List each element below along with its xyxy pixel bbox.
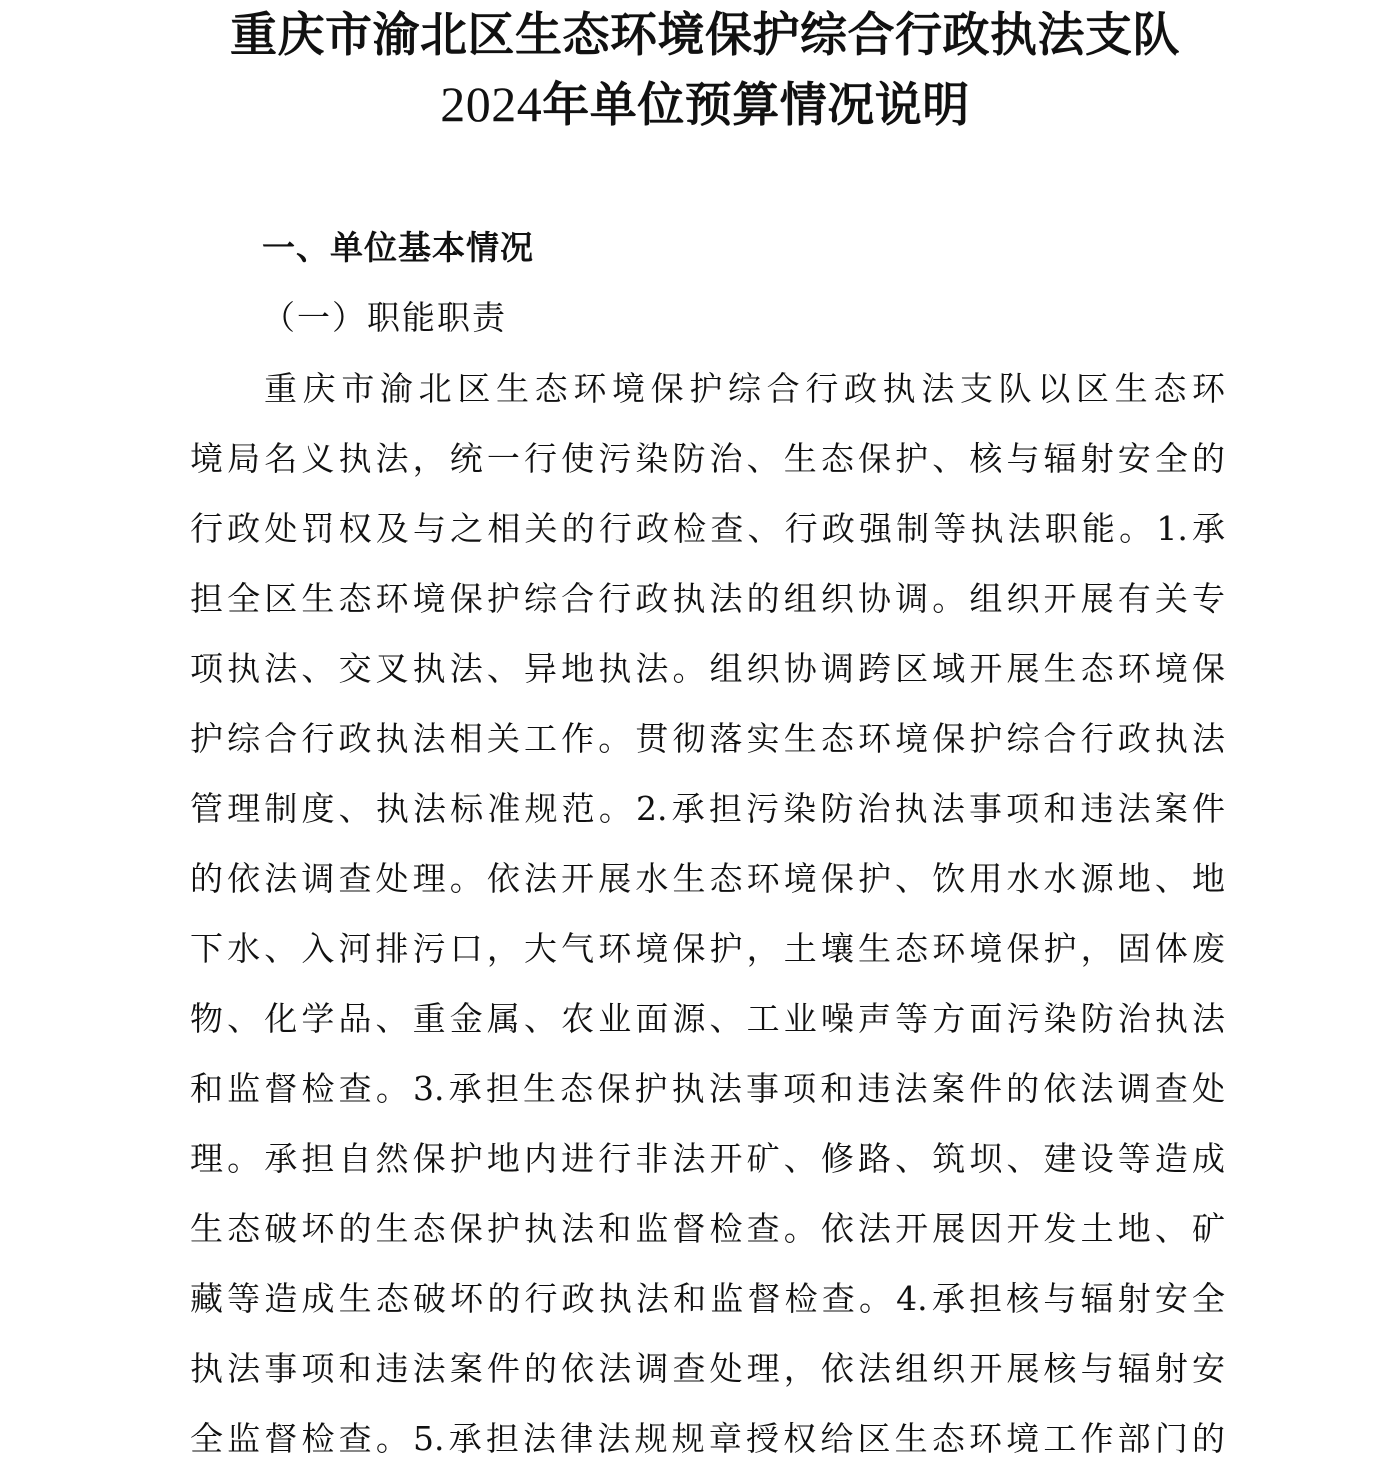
document-title-line-1: 重庆市渝北区生态环境保护综合行政执法支队 bbox=[230, 8, 1180, 63]
document-title-rest: 年单位预算情况说明 bbox=[542, 78, 970, 133]
body-line: 执法事项和违法案件的依法调查处理，依法组织开展核与辐射安 bbox=[190, 1349, 1225, 1388]
subsection-heading: （一）职能职责 bbox=[262, 298, 507, 337]
body-line: 管理制度、执法标准规范。2.承担污染防治执法事项和违法案件 bbox=[190, 789, 1225, 828]
body-line: 境局名义执法，统一行使污染防治、生态保护、核与辐射安全的 bbox=[190, 439, 1225, 478]
body-line: 和监督检查。3.承担生态保护执法事项和违法案件的依法调查处 bbox=[190, 1069, 1225, 1108]
body-line: 物、化学品、重金属、农业面源、工业噪声等方面污染防治执法 bbox=[190, 999, 1225, 1038]
document-title-year: 2024 bbox=[440, 76, 543, 132]
body-line: 藏等造成生态破坏的行政执法和监督检查。4.承担核与辐射安全 bbox=[190, 1279, 1225, 1318]
body-line: 的依法调查处理。依法开展水生态环境保护、饮用水水源地、地 bbox=[190, 859, 1225, 898]
body-line: 生态破坏的生态保护执法和监督检查。依法开展因开发土地、矿 bbox=[190, 1209, 1225, 1248]
body-line: 行政处罚权及与之相关的行政检查、行政强制等执法职能。1.承 bbox=[190, 509, 1225, 548]
body-line: 下水、入河排污口，大气环境保护，土壤生态环境保护，固体废 bbox=[190, 929, 1225, 968]
body-line: 重庆市渝北区生态环境保护综合行政执法支队以区生态环 bbox=[264, 369, 1225, 408]
body-line: 项执法、交叉执法、异地执法。组织协调跨区域开展生态环境保 bbox=[190, 649, 1225, 688]
body-line: 护综合行政执法相关工作。贯彻落实生态环境保护综合行政执法 bbox=[190, 719, 1225, 758]
document-title-line-2 bbox=[150, 74, 1260, 136]
body-line: 理。承担自然保护地内进行非法开矿、修路、筑坝、建设等造成 bbox=[190, 1139, 1225, 1178]
body-line: 担全区生态环境保护综合行政执法的组织协调。组织开展有关专 bbox=[190, 579, 1225, 618]
section-heading: 一、单位基本情况 bbox=[262, 228, 534, 267]
body-line: 全监督检查。5.承担法律法规规章授权给区生态环境工作部门的 bbox=[190, 1419, 1225, 1458]
